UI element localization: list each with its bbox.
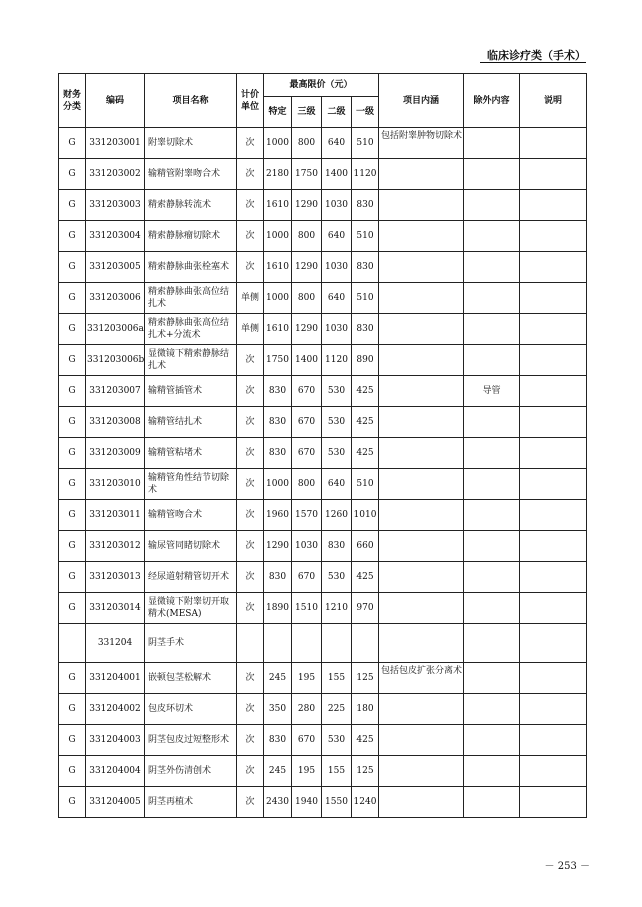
note-cell — [520, 531, 587, 562]
table-row — [59, 345, 587, 376]
price-cell: 425 — [352, 562, 379, 593]
price-cell: 640 — [322, 283, 352, 314]
price-cell: 245 — [264, 663, 292, 694]
price-table — [58, 73, 587, 818]
content-cell — [379, 694, 464, 725]
unit-cell: 次 — [237, 128, 264, 159]
note-cell — [520, 593, 587, 624]
price-cell: 195 — [292, 663, 322, 694]
price-cell: 640 — [322, 221, 352, 252]
content-cell — [379, 159, 464, 190]
excluded-cell — [464, 756, 520, 787]
price-cell: 640 — [322, 128, 352, 159]
name-cell: 输精管附睾吻合术 — [145, 159, 237, 190]
note-cell — [520, 694, 587, 725]
category-cell: G — [59, 283, 86, 314]
table-row — [59, 562, 587, 593]
price-cell: 1550 — [322, 787, 352, 818]
excluded-cell: 导管 — [464, 376, 520, 407]
excluded-cell — [464, 438, 520, 469]
category-cell: G — [59, 407, 86, 438]
note-cell — [520, 283, 587, 314]
price-cell: 1210 — [322, 593, 352, 624]
excluded-cell — [464, 694, 520, 725]
price-cell: 660 — [352, 531, 379, 562]
price-cell: 180 — [352, 694, 379, 725]
excluded-cell — [464, 725, 520, 756]
content-cell — [379, 593, 464, 624]
col-unit: 计价单位 — [237, 74, 264, 128]
code-cell: 331203013 — [86, 562, 145, 593]
empty-cell — [464, 624, 520, 663]
name-cell: 输精管角性结节切除术 — [145, 469, 237, 500]
price-cell: 530 — [322, 562, 352, 593]
table-row — [59, 694, 587, 725]
price-cell: 1030 — [322, 252, 352, 283]
name-cell: 输精管粘堵术 — [145, 438, 237, 469]
content-cell — [379, 725, 464, 756]
excluded-cell — [464, 531, 520, 562]
price-cell: 1610 — [264, 252, 292, 283]
price-cell: 1400 — [292, 345, 322, 376]
price-cell: 800 — [292, 469, 322, 500]
unit-cell: 次 — [237, 407, 264, 438]
table-row — [59, 593, 587, 624]
col-level1: 一级 — [352, 97, 379, 128]
code-cell: 331203005 — [86, 252, 145, 283]
category-cell — [59, 624, 86, 663]
content-cell — [379, 314, 464, 345]
price-cell: 1940 — [292, 787, 322, 818]
price-cell: 1890 — [264, 593, 292, 624]
excluded-cell — [464, 500, 520, 531]
price-cell: 1000 — [264, 221, 292, 252]
price-cell: 1000 — [264, 283, 292, 314]
unit-cell: 次 — [237, 663, 264, 694]
price-cell: 1290 — [292, 190, 322, 221]
name-cell: 经尿道射精管切开术 — [145, 562, 237, 593]
empty-cell — [520, 624, 587, 663]
content-cell — [379, 500, 464, 531]
price-cell: 1400 — [322, 159, 352, 190]
content-cell — [379, 531, 464, 562]
table-row — [59, 376, 587, 407]
category-cell: G — [59, 562, 86, 593]
price-cell: 670 — [292, 725, 322, 756]
name-cell: 输尿管同睹切除术 — [145, 531, 237, 562]
code-cell: 331204005 — [86, 787, 145, 818]
category-cell: G — [59, 438, 86, 469]
price-cell: 830 — [264, 407, 292, 438]
price-cell: 225 — [322, 694, 352, 725]
section-name: 阴茎手术 — [145, 624, 237, 663]
content-cell — [379, 787, 464, 818]
content-cell — [379, 376, 464, 407]
price-cell: 510 — [352, 221, 379, 252]
content-cell — [379, 190, 464, 221]
excluded-cell — [464, 663, 520, 694]
col-note: 说明 — [520, 74, 587, 128]
price-cell: 125 — [352, 663, 379, 694]
category-cell: G — [59, 376, 86, 407]
code-cell: 331203006a — [86, 314, 145, 345]
excluded-cell — [464, 159, 520, 190]
code-cell: 331203010 — [86, 469, 145, 500]
price-cell: 1000 — [264, 128, 292, 159]
col-code: 编码 — [86, 74, 145, 128]
code-cell: 331203007 — [86, 376, 145, 407]
col-content: 项目内涵 — [379, 74, 464, 128]
unit-cell: 次 — [237, 252, 264, 283]
col-level2: 二级 — [322, 97, 352, 128]
price-cell: 195 — [292, 756, 322, 787]
name-cell: 精索静脉曲张高位结扎术+分流术 — [145, 314, 237, 345]
content-cell — [379, 221, 464, 252]
col-category: 财务分类 — [59, 74, 86, 128]
content-cell — [379, 562, 464, 593]
category-cell: G — [59, 314, 86, 345]
content-cell — [379, 252, 464, 283]
content-cell — [379, 283, 464, 314]
price-cell: 670 — [292, 407, 322, 438]
empty-cell — [264, 624, 292, 663]
unit-cell: 单侧 — [237, 283, 264, 314]
category-cell: G — [59, 531, 86, 562]
code-cell: 331203008 — [86, 407, 145, 438]
name-cell: 精索静脉曲张高位结扎术 — [145, 283, 237, 314]
table-row — [59, 500, 587, 531]
col-level3: 三级 — [292, 97, 322, 128]
price-cell: 2180 — [264, 159, 292, 190]
unit-cell: 次 — [237, 345, 264, 376]
price-cell: 1120 — [352, 159, 379, 190]
category-cell: G — [59, 190, 86, 221]
unit-cell: 次 — [237, 190, 264, 221]
table-row — [59, 314, 587, 345]
table-row — [59, 252, 587, 283]
unit-cell: 次 — [237, 593, 264, 624]
header-rule — [480, 62, 586, 63]
category-cell: G — [59, 159, 86, 190]
price-cell: 800 — [292, 221, 322, 252]
code-cell: 331203003 — [86, 190, 145, 221]
unit-cell: 单侧 — [237, 314, 264, 345]
table-row — [59, 663, 587, 694]
price-cell: 800 — [292, 128, 322, 159]
price-cell: 1260 — [322, 500, 352, 531]
code-cell: 331203006b — [86, 345, 145, 376]
excluded-cell — [464, 221, 520, 252]
unit-cell: 次 — [237, 756, 264, 787]
name-cell: 输精管吻合术 — [145, 500, 237, 531]
unit-cell: 次 — [237, 469, 264, 500]
price-cell: 830 — [352, 252, 379, 283]
table-row — [59, 159, 587, 190]
unit-cell: 次 — [237, 500, 264, 531]
price-cell: 1610 — [264, 314, 292, 345]
price-cell: 1290 — [264, 531, 292, 562]
price-cell: 1290 — [292, 314, 322, 345]
note-cell — [520, 221, 587, 252]
price-cell: 245 — [264, 756, 292, 787]
price-cell: 125 — [352, 756, 379, 787]
price-cell: 830 — [322, 531, 352, 562]
category-cell: G — [59, 663, 86, 694]
page-number: － 253 － — [544, 861, 590, 872]
price-cell: 1240 — [352, 787, 379, 818]
price-cell: 1750 — [292, 159, 322, 190]
code-cell: 331203002 — [86, 159, 145, 190]
note-cell — [520, 252, 587, 283]
table-row — [59, 221, 587, 252]
table-row — [59, 438, 587, 469]
price-cell: 350 — [264, 694, 292, 725]
price-cell: 1570 — [292, 500, 322, 531]
note-cell — [520, 500, 587, 531]
category-cell: G — [59, 221, 86, 252]
code-cell: 331203001 — [86, 128, 145, 159]
code-cell: 331203014 — [86, 593, 145, 624]
price-cell: 425 — [352, 725, 379, 756]
price-cell: 640 — [322, 469, 352, 500]
price-cell: 830 — [264, 725, 292, 756]
excluded-cell — [464, 283, 520, 314]
name-cell: 精索静脉转流术 — [145, 190, 237, 221]
name-cell: 附睾切除术 — [145, 128, 237, 159]
category-cell: G — [59, 694, 86, 725]
content-cell — [379, 407, 464, 438]
name-cell: 显微镜下精索静脉结扎术 — [145, 345, 237, 376]
code-cell: 331204004 — [86, 756, 145, 787]
note-cell — [520, 562, 587, 593]
price-cell: 830 — [264, 562, 292, 593]
price-cell: 530 — [322, 407, 352, 438]
note-cell — [520, 407, 587, 438]
col-special: 特定 — [264, 97, 292, 128]
unit-cell: 次 — [237, 159, 264, 190]
unit-cell: 次 — [237, 787, 264, 818]
code-cell: 331204002 — [86, 694, 145, 725]
unit-cell: 次 — [237, 531, 264, 562]
section-title: 临床诊疗类（手术） — [487, 49, 586, 62]
note-cell — [520, 756, 587, 787]
price-cell: 530 — [322, 438, 352, 469]
content-cell: 包括附睾肿物切除术 — [379, 128, 464, 159]
content-cell: 包括包皮扩张分离术 — [379, 663, 464, 694]
name-cell: 显微镜下附睾切开取精术(MESA) — [145, 593, 237, 624]
price-cell: 2430 — [264, 787, 292, 818]
price-cell: 530 — [322, 376, 352, 407]
name-cell: 包皮环切术 — [145, 694, 237, 725]
table-row — [59, 756, 587, 787]
price-cell: 890 — [352, 345, 379, 376]
price-cell: 1010 — [352, 500, 379, 531]
section-code: 331204 — [86, 624, 145, 663]
price-cell: 1030 — [322, 314, 352, 345]
price-cell: 425 — [352, 407, 379, 438]
name-cell: 精索静脉曲张栓塞术 — [145, 252, 237, 283]
content-cell — [379, 469, 464, 500]
table-row — [59, 469, 587, 500]
price-cell: 510 — [352, 469, 379, 500]
price-cell: 425 — [352, 438, 379, 469]
category-cell: G — [59, 128, 86, 159]
price-cell: 670 — [292, 562, 322, 593]
price-cell: 670 — [292, 376, 322, 407]
code-cell: 331203012 — [86, 531, 145, 562]
note-cell — [520, 345, 587, 376]
price-cell: 830 — [264, 438, 292, 469]
category-cell: G — [59, 725, 86, 756]
price-cell: 155 — [322, 756, 352, 787]
price-cell: 800 — [292, 283, 322, 314]
price-cell: 1750 — [264, 345, 292, 376]
name-cell: 阴茎外伤清创术 — [145, 756, 237, 787]
name-cell: 阴茎包皮过短整形术 — [145, 725, 237, 756]
excluded-cell — [464, 190, 520, 221]
code-cell: 331203004 — [86, 221, 145, 252]
price-cell: 425 — [352, 376, 379, 407]
note-cell — [520, 159, 587, 190]
unit-cell: 次 — [237, 221, 264, 252]
table-row — [59, 531, 587, 562]
col-name: 项目名称 — [145, 74, 237, 128]
price-cell: 1120 — [322, 345, 352, 376]
category-cell: G — [59, 469, 86, 500]
price-cell: 830 — [352, 314, 379, 345]
name-cell: 精索静脉瘤切除术 — [145, 221, 237, 252]
empty-cell — [322, 624, 352, 663]
excluded-cell — [464, 345, 520, 376]
empty-cell — [352, 624, 379, 663]
note-cell — [520, 190, 587, 221]
category-cell: G — [59, 345, 86, 376]
price-cell: 1000 — [264, 469, 292, 500]
excluded-cell — [464, 469, 520, 500]
table-row — [59, 128, 587, 159]
code-cell: 331203006 — [86, 283, 145, 314]
unit-cell: 次 — [237, 438, 264, 469]
price-cell: 510 — [352, 283, 379, 314]
content-cell — [379, 345, 464, 376]
price-cell: 1030 — [322, 190, 352, 221]
unit-cell: 次 — [237, 562, 264, 593]
excluded-cell — [464, 593, 520, 624]
category-cell: G — [59, 787, 86, 818]
price-cell: 155 — [322, 663, 352, 694]
price-cell: 830 — [264, 376, 292, 407]
note-cell — [520, 663, 587, 694]
price-cell: 1610 — [264, 190, 292, 221]
note-cell — [520, 128, 587, 159]
unit-cell: 次 — [237, 376, 264, 407]
name-cell: 输精管插管术 — [145, 376, 237, 407]
excluded-cell — [464, 407, 520, 438]
unit-cell: 次 — [237, 694, 264, 725]
code-cell: 331203011 — [86, 500, 145, 531]
table-row — [59, 725, 587, 756]
empty-cell — [237, 624, 264, 663]
price-cell: 1030 — [292, 531, 322, 562]
empty-cell — [379, 624, 464, 663]
col-max-price: 最高限价（元） — [264, 74, 379, 97]
price-cell: 1960 — [264, 500, 292, 531]
price-cell: 510 — [352, 128, 379, 159]
excluded-cell — [464, 128, 520, 159]
content-cell — [379, 756, 464, 787]
section-row — [59, 624, 587, 663]
note-cell — [520, 314, 587, 345]
unit-cell: 次 — [237, 725, 264, 756]
name-cell: 输精管结扎术 — [145, 407, 237, 438]
price-cell: 1510 — [292, 593, 322, 624]
excluded-cell — [464, 252, 520, 283]
name-cell: 阴茎再植术 — [145, 787, 237, 818]
code-cell: 331203009 — [86, 438, 145, 469]
table-row — [59, 283, 587, 314]
content-cell — [379, 438, 464, 469]
note-cell — [520, 787, 587, 818]
price-cell: 1290 — [292, 252, 322, 283]
price-cell: 530 — [322, 725, 352, 756]
table-row — [59, 407, 587, 438]
price-cell: 830 — [352, 190, 379, 221]
excluded-cell — [464, 787, 520, 818]
excluded-cell — [464, 562, 520, 593]
table-row — [59, 190, 587, 221]
note-cell — [520, 376, 587, 407]
code-cell: 331204001 — [86, 663, 145, 694]
note-cell — [520, 725, 587, 756]
price-cell: 970 — [352, 593, 379, 624]
price-cell: 670 — [292, 438, 322, 469]
excluded-cell — [464, 314, 520, 345]
category-cell: G — [59, 756, 86, 787]
category-cell: G — [59, 500, 86, 531]
category-cell: G — [59, 593, 86, 624]
name-cell: 嵌顿包茎松解术 — [145, 663, 237, 694]
code-cell: 331204003 — [86, 725, 145, 756]
table-row — [59, 787, 587, 818]
note-cell — [520, 438, 587, 469]
note-cell — [520, 469, 587, 500]
price-cell: 280 — [292, 694, 322, 725]
empty-cell — [292, 624, 322, 663]
col-excluded: 除外内容 — [464, 74, 520, 128]
category-cell: G — [59, 252, 86, 283]
